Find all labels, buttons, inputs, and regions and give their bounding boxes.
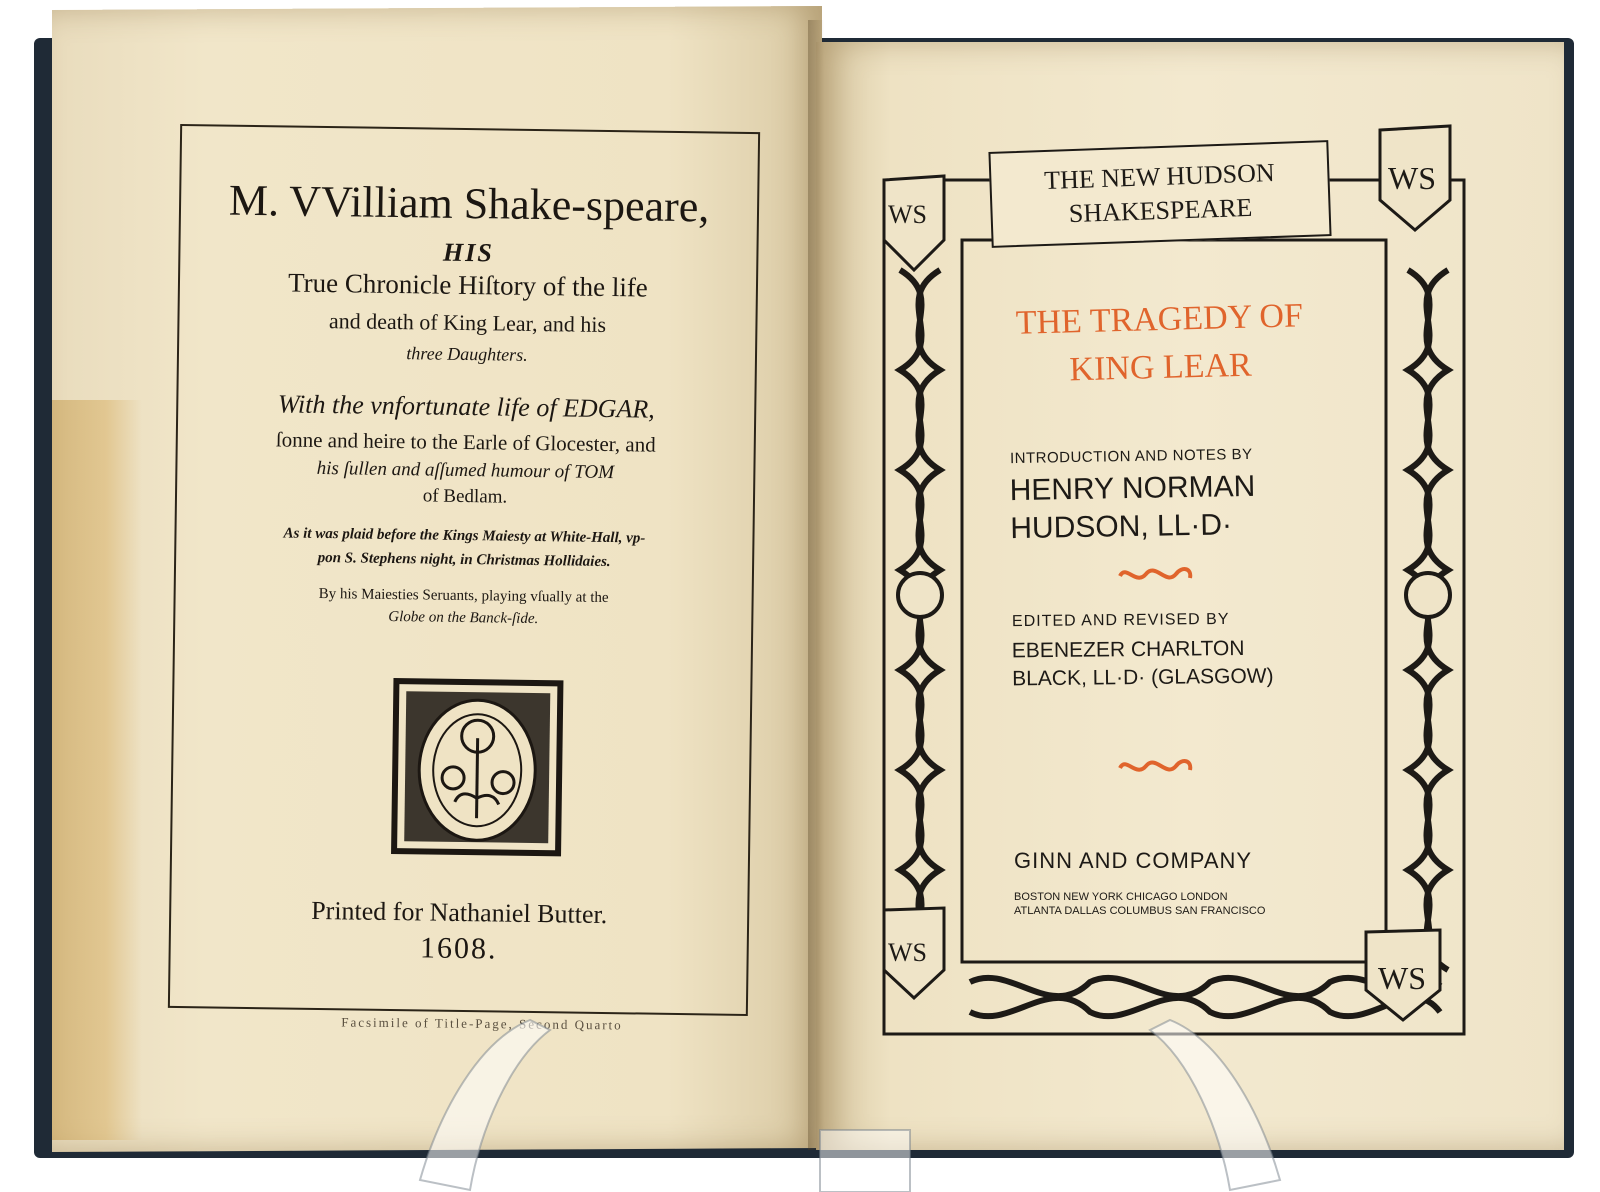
editor-name xyxy=(1012,635,1274,694)
book-gutter xyxy=(808,20,824,1150)
left-page-stain xyxy=(52,400,142,1140)
monogram-top-right: WS xyxy=(1388,160,1436,196)
facsimile-year: 1608. xyxy=(419,931,498,966)
facsimile-line: and death of King Lear, and his xyxy=(328,308,607,337)
facsimile-author: M. VVilliam Shake-speare, xyxy=(228,175,710,232)
series-title xyxy=(988,140,1331,248)
facsimile-line: As it was plaid before the Kings Maiesty at White-Hall, vp- xyxy=(283,525,646,547)
monogram-bottom-left: WS xyxy=(888,938,927,967)
ornament-icon xyxy=(1116,560,1196,588)
publisher-name: GINN AND COMPANY xyxy=(1014,848,1253,873)
facsimile-printer: Printed for Nathaniel Butter. xyxy=(310,895,608,930)
acrylic-stand xyxy=(380,1000,1320,1192)
facsimile-line: ſonne and heire to the Earle of Glocester, and xyxy=(275,427,656,457)
facsimile-line: of Bedlam. xyxy=(422,485,508,508)
facsimile-line: True Chronicle Hiſtory of the life xyxy=(287,267,649,303)
facsimile-line: pon S. Stephens night, in Christmas Hollidaies. xyxy=(317,549,611,571)
facsimile-line: By his Maiesties Seruants, playing vſually at the xyxy=(318,585,609,607)
facsimile-line: Globe on the Banck-ſide. xyxy=(388,608,539,628)
ornament-icon xyxy=(1116,752,1196,780)
editor-label: EDITED AND REVISED BY xyxy=(1011,610,1230,631)
monogram-top-left: WS xyxy=(888,200,927,229)
play-title-line: THE TRAGEDY OF xyxy=(1015,297,1304,342)
intro-author xyxy=(1009,468,1256,548)
facsimile-line: With the vnfortunate life of EDGAR, xyxy=(277,389,655,424)
series-title-line: SHAKESPEARE xyxy=(1068,192,1253,229)
facsimile-line: his ſullen and aſſumed humour of TOM xyxy=(316,457,615,484)
publisher-cities-line: BOSTON NEW YORK CHICAGO LONDON xyxy=(1014,891,1228,903)
publisher-cities xyxy=(1014,868,1265,918)
publisher-cities-line: ATLANTA DALLAS COLUMBUS SAN FRANCISCO xyxy=(1014,905,1266,917)
play-title-line: KING LEAR xyxy=(1069,346,1253,389)
intro-label: INTRODUCTION AND NOTES BY xyxy=(1009,445,1253,468)
printers-device-icon xyxy=(390,677,564,857)
intro-author-line: HENRY NORMAN xyxy=(1009,469,1256,508)
facsimile-title-page xyxy=(168,124,760,1016)
facsimile-line: three Daughters. xyxy=(406,343,528,365)
editor-name-line: EBENEZER CHARLTON xyxy=(1011,636,1245,663)
editor-name-line: BLACK, LL·D· (GLASGOW) xyxy=(1012,664,1274,691)
facsimile-caption: Facsimile of Title-Page, Second Quarto xyxy=(341,1014,623,1033)
play-title xyxy=(959,291,1361,397)
intro-author-line: HUDSON, LL·D· xyxy=(1010,508,1233,546)
series-title-line: THE NEW HUDSON xyxy=(1043,157,1276,196)
facsimile-his: HIS xyxy=(442,237,495,268)
monogram-bottom-right: WS xyxy=(1378,960,1426,996)
